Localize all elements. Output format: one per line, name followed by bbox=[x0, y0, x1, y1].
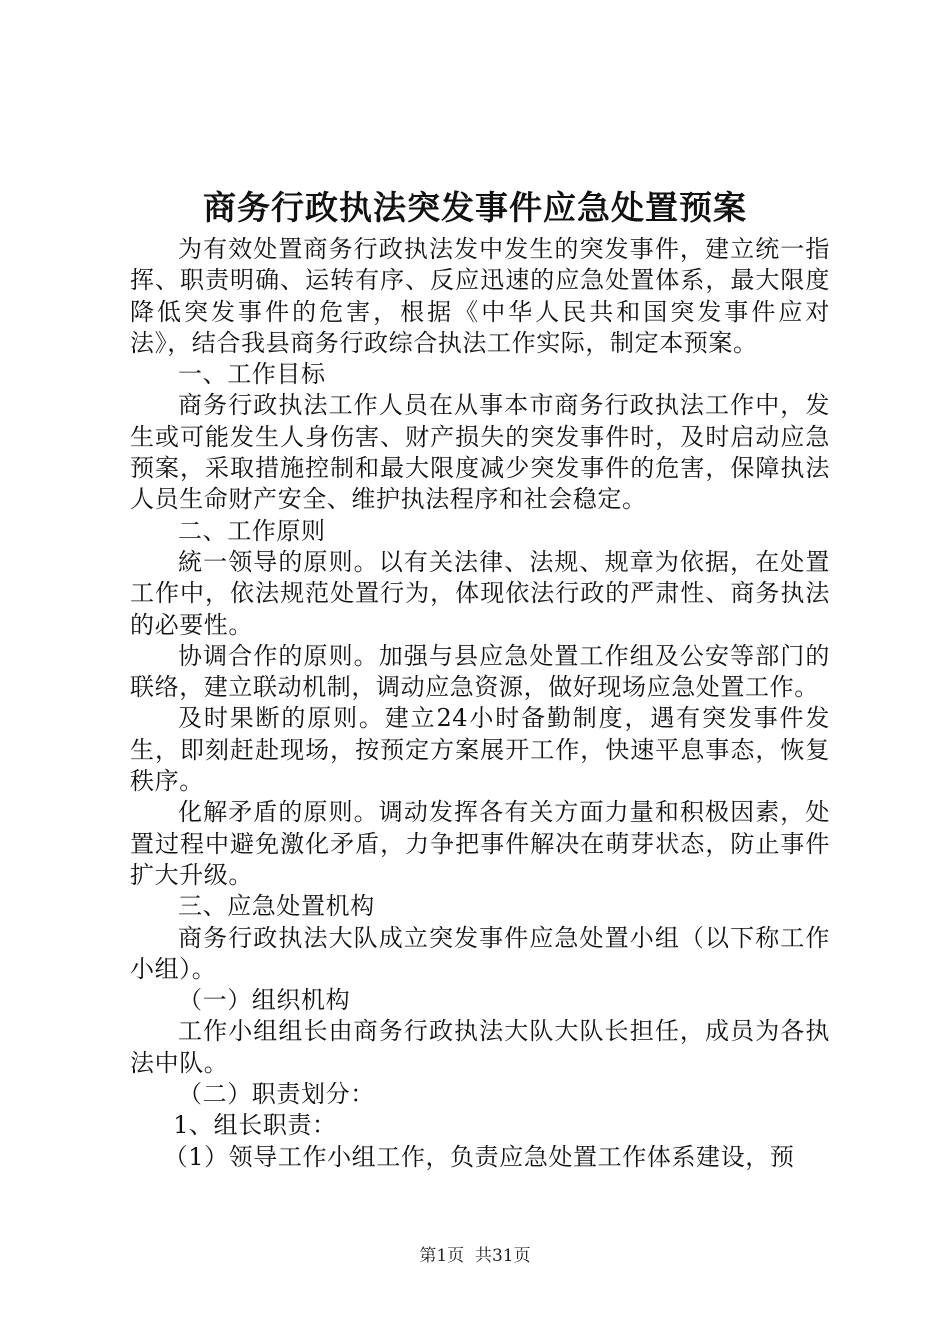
paragraph-principle-coordination: 协调合作的原则。加强与县应急处置工作组及公安等部门的联络，建立联动机制，调动应急资源，做好现场应急处置工作。 bbox=[130, 641, 830, 702]
paragraph-goal: 商务行政执法工作人员在从事本市商务行政执法工作中，发生或可能发生人身伤害、财产损失的突发事件时，及时启动应急预案，采取措施控制和最大限度减少突发事件的危害，保障执法人员生命财产安全、维护执法程序和社会稳定。 bbox=[130, 391, 830, 514]
paragraph-principle-resolve: 化解矛盾的原则。调动发挥各有关方面力量和积极因素，处置过程中避免激化矛盾，力争把事件解决在萌芽状态，防止事件扩大升级。 bbox=[130, 798, 830, 889]
list-item-leader-duty-1: （1）领导工作小组工作，负责应急处置工作体系建设，预 bbox=[163, 1142, 795, 1171]
paragraph-principle-unified: 統一领导的原则。以有关法律、法规、规章为依据，在处置工作中，依法规范处置行为，体现依法行政的严肃性、商务执法的必要性。 bbox=[130, 547, 830, 639]
document-body bbox=[130, 234, 830, 1173]
section-heading-organization: 三、应急处置机构 bbox=[178, 892, 375, 921]
subsection-heading-structure: （一）组织机构 bbox=[178, 986, 351, 1015]
subsection-heading-duties: （二）职责划分： bbox=[178, 1080, 375, 1109]
list-heading-leader-duties: 1、组长职责： bbox=[173, 1111, 337, 1140]
paragraph-principle-timely: 及时果断的原则。建立24小时备勤制度，遇有突发事件发生，即刻赶赴现场，按预定方案展开工作，快速平息事态，恢复秩序。 bbox=[130, 704, 830, 796]
paragraph-organization: 商务行政执法大队成立突发事件应急处置小组（以下称工作小组）。 bbox=[130, 923, 830, 983]
document-title: 商务行政执法突发事件应急处置预案 bbox=[203, 188, 747, 227]
paragraph-structure: 工作小组组长由商务行政执法大队大队长担任，成员为各执法中队。 bbox=[130, 1017, 830, 1077]
section-heading-goal: 一、工作目标 bbox=[178, 360, 326, 389]
section-heading-principles: 二、工作原则 bbox=[178, 516, 326, 545]
page-number: 第1页 共31页 bbox=[419, 1246, 531, 1266]
page-footer bbox=[0, 1244, 950, 1268]
paragraph-intro: 为有效处置商务行政执法发中发生的突发事件，建立统一指挥、职责明确、运转有序、反应迅速的应急处置体系，最大限度降低突发事件的危害，根据《中华人民共和国突发事件应对法》，结合我县商务行政综合执法工作实际，制定本预案。 bbox=[130, 235, 830, 357]
